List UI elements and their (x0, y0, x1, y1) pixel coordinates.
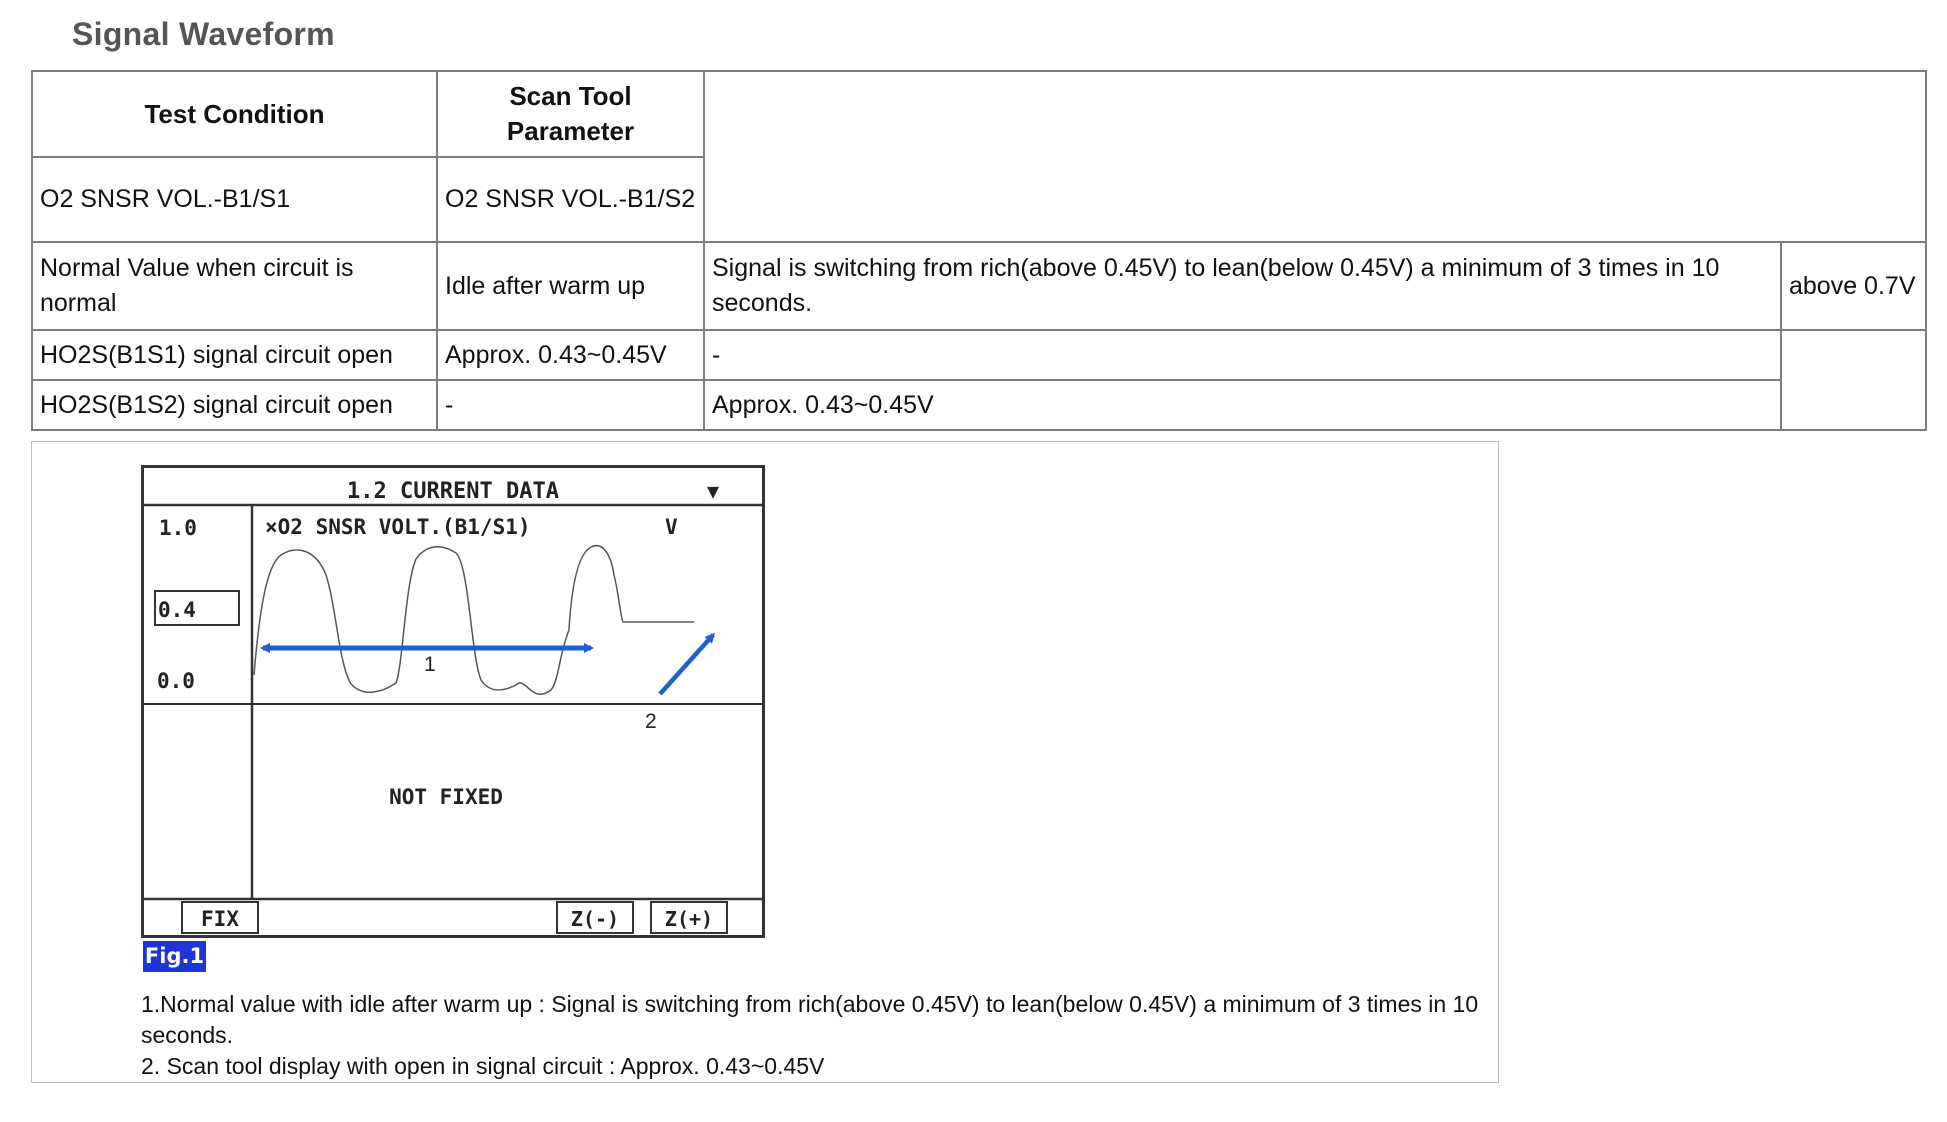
callout-2-label: 2 (645, 710, 657, 733)
cell-normal-b1s2: above 0.7V (1781, 242, 1926, 330)
zoom-in-button-label: Z(+) (664, 907, 714, 931)
cell-parameter-b1s1: O2 SNSR VOL.-B1/S1 (32, 157, 437, 242)
empty-cell (1781, 330, 1926, 430)
cell-b1s2-open-b1s1: - (437, 380, 704, 430)
cell-normal-b1s1: Signal is switching from rich(above 0.45V) to lean(below 0.45V) a minimum of 3 times in 10 seconds. (704, 242, 1781, 330)
callout-1-label: 1 (424, 653, 436, 676)
cell-parameter-b1s2: O2 SNSR VOL.-B1/S2 (437, 157, 704, 242)
cell-b1s1-open-label: HO2S(B1S1) signal circuit open (32, 330, 437, 380)
y-axis-mid: 0.4 (158, 598, 196, 622)
cell-b1s2-open-label: HO2S(B1S2) signal circuit open (32, 380, 437, 430)
cell-b1s1-open-b1s2: - (704, 330, 1781, 380)
scan-tool-display (141, 465, 765, 938)
figure-notes (141, 989, 1481, 1082)
dropdown-arrow-icon[interactable]: ▼ (706, 479, 720, 503)
note-1: 1.Normal value with idle after warm up : Signal is switching from rich(above 0.45V) to lean(below 0.45V) a minimum of 3 times in 10 seconds. (141, 991, 1479, 1048)
zoom-out-button-label: Z(-) (570, 907, 620, 931)
fix-status-text: NOT FIXED (389, 785, 503, 809)
page-title: Signal Waveform (72, 16, 335, 52)
cell-normal-condition: Idle after warm up (437, 242, 704, 330)
zoom-in-button[interactable] (651, 902, 727, 933)
table-row (32, 71, 1926, 157)
y-axis-max: 1.0 (159, 516, 197, 540)
table-row (32, 380, 1926, 430)
signal-spec-table (31, 70, 1927, 431)
empty-cell (704, 71, 1926, 242)
unit-label: V (665, 515, 678, 539)
parameter-label: ×O2 SNSR VOLT.(B1/S1) (265, 515, 531, 539)
screen-header: 1.2 CURRENT DATA (347, 479, 559, 504)
fix-button[interactable] (182, 902, 258, 933)
table-row (32, 242, 1926, 330)
figure-label-badge: Fig.1 (143, 941, 206, 972)
cell-normal-label: Normal Value when circuit is normal (32, 242, 437, 330)
table-row (32, 330, 1926, 380)
header-test-condition: Test Condition (32, 71, 437, 157)
y-axis-min: 0.0 (157, 669, 195, 693)
fix-button-label: FIX (201, 907, 239, 931)
zoom-out-button[interactable] (557, 902, 633, 933)
scan-tool-screen (141, 465, 765, 938)
cell-b1s2-open-b1s2: Approx. 0.43~0.45V (704, 380, 1781, 430)
cell-b1s1-open-b1s1: Approx. 0.43~0.45V (437, 330, 704, 380)
header-scan-tool-parameter: Scan Tool Parameter (437, 71, 704, 157)
note-2: 2. Scan tool display with open in signal circuit : Approx. 0.43~0.45V (141, 1053, 825, 1079)
